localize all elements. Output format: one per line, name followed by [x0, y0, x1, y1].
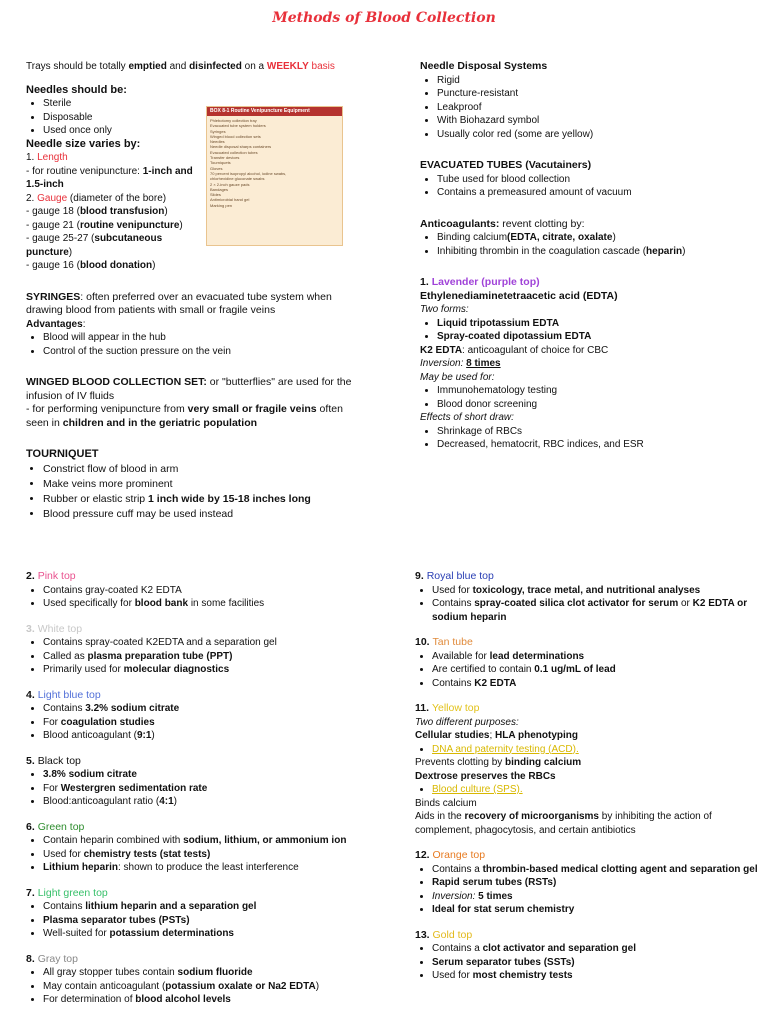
- list-item: • Usually color red (some are yellow): [437, 128, 750, 142]
- tourniquet-list: [26, 462, 356, 522]
- black-list: [26, 768, 386, 809]
- list-item: • Blood donor screening: [437, 398, 750, 412]
- list-item: • Constrict flow of blood in arm: [43, 462, 356, 477]
- list-item: Phlebotomy collection tray: [210, 118, 257, 123]
- dna-list: [415, 743, 760, 757]
- tubes-right-column: [415, 570, 760, 983]
- list-item: • Rubber or elastic strip 1 inch wide by 15-18 inches long: [43, 492, 356, 507]
- list-item: Needle disposal sharps containers: [210, 144, 272, 150]
- pink-list: [26, 584, 386, 611]
- list-item: • Used for toxicology, trace metal, and nutritional analyses: [432, 584, 760, 598]
- cellular-line: Cellular studies; HLA phenotyping: [415, 730, 578, 741]
- list-item: • For determination of blood alcohol levels: [43, 993, 386, 1007]
- list-item: • Disposable: [43, 111, 356, 125]
- list-item: • Contains spray-coated K2EDTA and a separation gel: [43, 636, 386, 650]
- yellow-heading: 11. Yellow top: [415, 702, 480, 714]
- list-item: • Blood anticoagulant (9:1): [43, 729, 386, 743]
- list-item: • Puncture-resistant: [437, 87, 750, 101]
- list-item: • Primarily used for molecular diagnostics: [43, 663, 386, 677]
- routine-line: - for routine venipuncture: 1-inch and 1.5-inch: [26, 165, 193, 190]
- list-item: 2 × 2-inch gauze pads: [210, 181, 250, 187]
- list-item: • For Westergren sedimentation rate: [43, 782, 386, 796]
- figure-header: BOX 8-1 Routine Venipuncture Equipment: [207, 107, 342, 116]
- light-green-list: [26, 900, 386, 941]
- list-item: • Are certified to contain 0.1 ug/mL of lead: [432, 663, 760, 677]
- tourniquet-heading: TOURNIQUET: [26, 448, 99, 460]
- list-item: chlorhexidine gluconate swabs: [210, 176, 265, 182]
- list-item: • Sterile: [43, 97, 356, 111]
- list-item: • Contains K2 EDTA: [432, 677, 760, 691]
- anticoagulants-list: [420, 231, 750, 258]
- needle-size-heading: Needle size varies by:: [26, 137, 141, 150]
- list-item: • Immunohematology testing: [437, 384, 750, 398]
- tubes-left-column: [26, 570, 386, 1007]
- winged-text: WINGED BLOOD COLLECTION SET: or "butterflies" are used for the infusion of IV fluids: [26, 376, 352, 402]
- length-item: 1. Length: [26, 152, 68, 163]
- anticoagulants-heading: Anticoagulants: revent clotting by:: [420, 217, 585, 230]
- list-item: • Called as plasma preparation tube (PPT): [43, 650, 386, 664]
- list-item: Gloves: [210, 165, 223, 171]
- list-item: • Rigid: [437, 74, 750, 88]
- list-item: • Used specifically for blood bank in some facilities: [43, 597, 386, 611]
- list-item: • 3.8% sodium citrate: [43, 768, 386, 782]
- dextrose-line: Dextrose preserves the RBCs: [415, 770, 556, 782]
- list-item: • Decreased, hematocrit, RBC indices, and ESR: [437, 438, 750, 452]
- gauge-16: - gauge 16 (blood donation): [26, 260, 156, 271]
- list-item: • Rapid serum tubes (RSTs): [432, 876, 760, 890]
- list-item: Transfer devices: [210, 155, 240, 161]
- list-item: • Serum separator tubes (SSTs): [432, 956, 760, 970]
- list-item: • Ideal for stat serum chemistry: [432, 903, 760, 917]
- light-green-heading: 7. Light green top: [26, 886, 108, 899]
- black-heading: 5. Black top: [26, 754, 81, 767]
- list-item: Syringes: [210, 128, 226, 134]
- list-item: • May contain anticoagulant (potassium oxalate or Na2 EDTA): [43, 980, 386, 994]
- gray-heading: 8. Gray top: [26, 952, 78, 965]
- list-item: • Contains a premeasured amount of vacuum: [437, 186, 750, 200]
- green-heading: 6. Green top: [26, 820, 85, 833]
- list-item: • Liquid tripotassium EDTA: [437, 317, 750, 331]
- list-item: • Used for most chemistry tests: [432, 969, 760, 983]
- winged-text-2: - for performing venipuncture from very small or fragile veins often seen in children and in the geriatric population: [26, 403, 343, 429]
- gauge-18: - gauge 18 (blood transfusion): [26, 206, 168, 217]
- binds-line: Binds calcium: [415, 797, 477, 809]
- gauge-item: 2. Gauge (diameter of the bore): [26, 192, 167, 204]
- gold-heading: 13. Gold top: [415, 928, 473, 941]
- royal-blue-heading: 9. Royal blue top: [415, 570, 494, 582]
- list-item: • Blood:anticoagulant ratio (4:1): [43, 795, 386, 809]
- list-item: • Inhibiting thrombin in the coagulation cascade (heparin): [437, 245, 750, 259]
- list-item: • For coagulation studies: [43, 716, 386, 730]
- list-item: Bandages: [210, 186, 229, 192]
- list-item: • Control of the suction pressure on the vein: [43, 345, 356, 359]
- figure-list: [207, 116, 342, 208]
- list-item: • Shrinkage of RBCs: [437, 425, 750, 439]
- list-item: Slides: [210, 192, 221, 198]
- list-item: • Contains 3.2% sodium citrate: [43, 702, 386, 716]
- list-item: Tourniquets: [210, 160, 231, 166]
- list-item: • Leakproof: [437, 101, 750, 115]
- light-blue-heading: 4. Light blue top: [26, 688, 101, 701]
- list-item: • Binding calcium(EDTA, citrate, oxalate): [437, 231, 750, 245]
- evacuated-tubes-list: [420, 173, 750, 200]
- list-item: • Blood will appear in the hub: [43, 331, 356, 345]
- gold-list: [415, 942, 760, 983]
- pink-heading: 2. Pink top: [26, 570, 76, 582]
- needle-disposal-list: [420, 74, 750, 142]
- list-item: Antimicrobial hand gel: [210, 197, 250, 203]
- culture-list: [415, 783, 760, 797]
- blood-culture-link[interactable]: Blood culture (SPS): [432, 784, 520, 795]
- list-item: • Tube used for blood collection: [437, 173, 750, 187]
- page-title: Methods of Blood Collection: [272, 10, 496, 26]
- list-item: • All gray stopper tubes contain sodium fluoride: [43, 966, 386, 980]
- tan-heading: 10. Tan tube: [415, 636, 473, 648]
- two-purposes-label: Two different purposes:: [415, 716, 519, 728]
- orange-heading: 12. Orange top: [415, 849, 486, 861]
- right-top-column: [420, 60, 750, 452]
- list-item: • Contain heparin combined with sodium, lithium, or ammonium ion: [43, 834, 386, 848]
- white-list: [26, 636, 386, 677]
- list-item: • Blood pressure cuff may be used instead: [43, 507, 356, 522]
- edta-heading: Ethylenediaminetetraacetic acid (EDTA): [420, 289, 618, 302]
- gray-list: [26, 966, 386, 1007]
- list-item: • Contains lithium heparin and a separation gel: [43, 900, 386, 914]
- list-item: • With Biohazard symbol: [437, 114, 750, 128]
- syringes-text: SYRINGES: often preferred over an evacuated tube system when drawing blood from patients with small or fragile veins: [26, 290, 332, 316]
- list-item: • Contains spray-coated silica clot activator for serum or K2 EDTA or sodium heparin: [432, 597, 760, 624]
- advantages-list: [26, 331, 356, 358]
- list-item: • Contains a clot activator and separation gel: [432, 942, 760, 956]
- may-be-used-label: May be used for:: [420, 371, 495, 383]
- list-item: Marking pen: [210, 202, 233, 208]
- list-item: • Contains gray-coated K2 EDTA: [43, 584, 386, 598]
- forms-list: [420, 317, 750, 344]
- may-be-used-list: [420, 384, 750, 411]
- list-item: • Lithium heparin: shown to produce the least interference: [43, 861, 386, 875]
- list-item: 70 percent isopropyl alcohol, iodine swabs,: [210, 170, 287, 176]
- list-item: • Inversion: 5 times: [432, 890, 760, 904]
- gauge-25: - gauge 25-27 (subcutaneous puncture): [26, 233, 163, 258]
- list-item: • Used for chemistry tests (stat tests): [43, 848, 386, 862]
- light-blue-list: [26, 702, 386, 743]
- trays-note: Trays should be totally emptied and disinfected on a WEEKLY basis: [26, 61, 335, 72]
- lavender-heading: 1. Lavender (purple top): [420, 276, 540, 288]
- list-item: • Contains a thrombin-based medical clotting agent and separation gel: [432, 863, 760, 877]
- inversion-line: Inversion: 8 times: [420, 358, 501, 369]
- k2-edta-line: K2 EDTA: anticoagulant of choice for CBC: [420, 344, 609, 356]
- list-item: Winged blood collection sets: [210, 133, 261, 139]
- list-item: • DNA and paternity testing (ACD).: [432, 743, 760, 757]
- list-item: Evacuated tube system holders: [210, 123, 266, 129]
- list-item: Evacuated collection tubes: [210, 149, 258, 155]
- venipuncture-equipment-figure: [206, 106, 343, 246]
- list-item: • Used once only: [43, 124, 356, 138]
- aids-line: Aids in the recovery of microorganisms by inhibiting the action of complement, phagocytosis, and certain antibiotics: [415, 811, 712, 836]
- orange-list: [415, 863, 760, 917]
- two-forms-label: Two forms:: [420, 304, 469, 315]
- gauge-21: - gauge 21 (routine venipuncture): [26, 219, 183, 231]
- effects-list: [420, 425, 750, 452]
- prevents-line: Prevents clotting by binding calcium: [415, 757, 582, 768]
- list-item: • Well-suited for potassium determinations: [43, 927, 386, 941]
- list-item: Needles: [210, 139, 225, 145]
- effects-label: Effects of short draw:: [420, 412, 514, 423]
- advantages-label: Advantages:: [26, 318, 86, 330]
- list-item: • Blood culture (SPS).: [432, 783, 760, 797]
- tan-list: [415, 650, 760, 691]
- needle-disposal-heading: Needle Disposal Systems: [420, 60, 548, 72]
- white-heading: 3. White top: [26, 622, 83, 635]
- list-item: • Plasma separator tubes (PSTs): [43, 914, 386, 928]
- list-item: • Spray-coated dipotassium EDTA: [437, 330, 750, 344]
- needles-heading: Needles should be:: [26, 83, 127, 96]
- dna-link[interactable]: DNA and paternity testing (ACD): [432, 743, 576, 755]
- list-item: • Make veins more prominent: [43, 477, 356, 492]
- list-item: • Available for lead determinations: [432, 650, 760, 664]
- green-list: [26, 834, 386, 875]
- royal-blue-list: [415, 584, 760, 625]
- evacuated-tubes-heading: EVACUATED TUBES (Vacutainers): [420, 159, 592, 171]
